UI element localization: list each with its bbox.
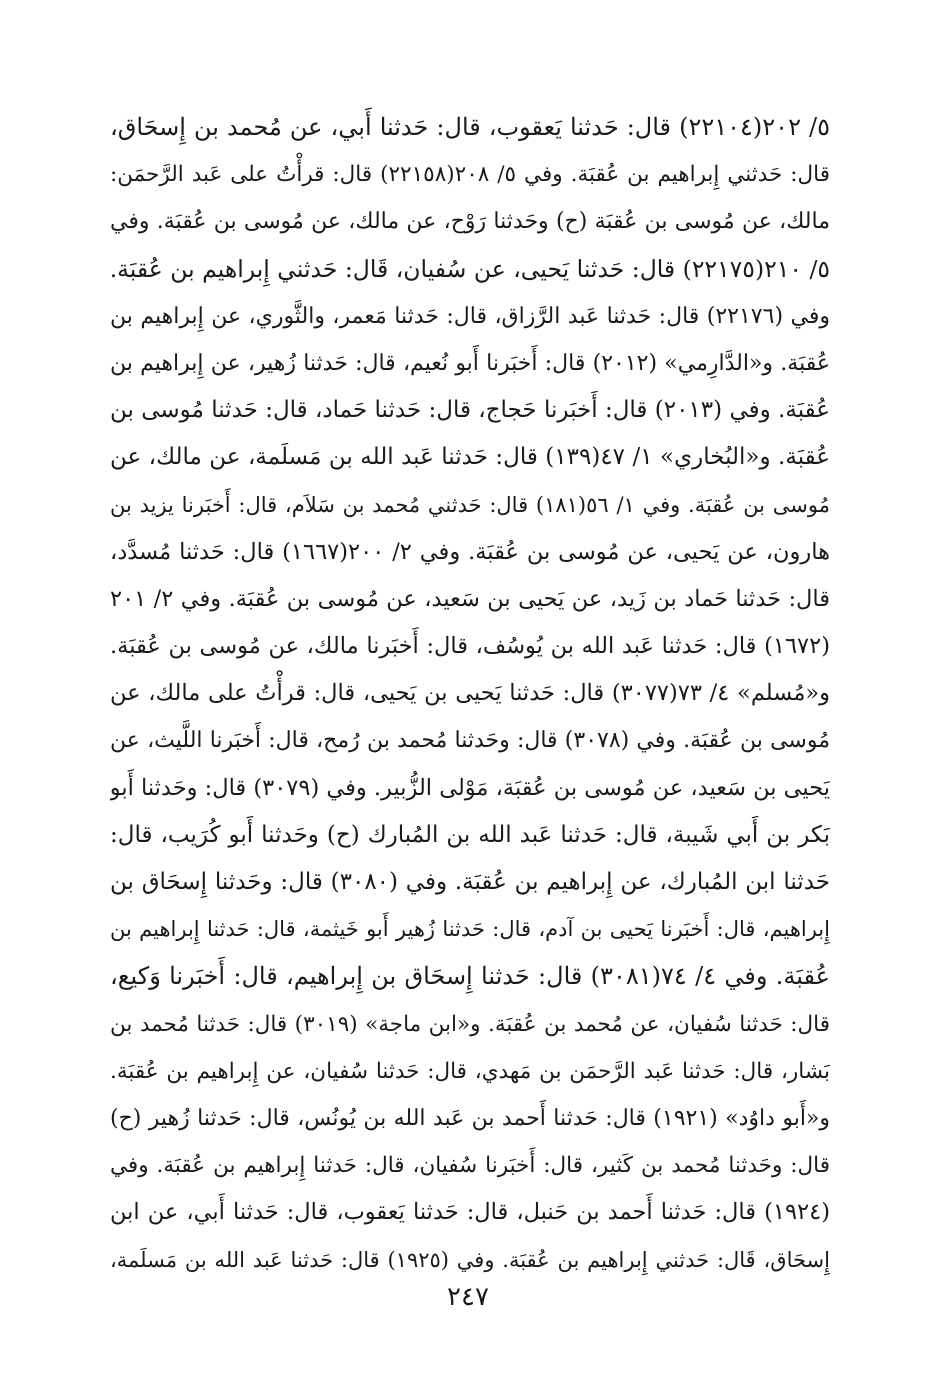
text-line: مُوسى بن عُقبَة. وفي ١/ ٥٦(١٨١) قال: حَدثني مُحمد بن سَلاَم، قال: أَخبَرنا يزيد بن xyxy=(110,492,830,517)
text-line: وفي (٢٢١٧٦) قال: حَدثنا عَبد الرَّزاق، قال: حَدثنا مَعمر، والثَّوري، عن إِبراهيم بن xyxy=(110,303,830,329)
text-line: قال: حَدثنا حَماد بن زَيد، عن يَحيى بن سَعيد، عن مُوسى بن عُقبَة. وفي ٢/ ٢٠١ xyxy=(110,585,830,612)
text-line: إِبراهيم، قال: أَخبَرنا يَحيى بن آدم، قال: حَدثنا زُهير أَبو خَيثمة، قال: حَدثنا إِبراهيم بن xyxy=(110,917,830,942)
text-line: قال: حَدثنا سُفيان، عن مُحمد بن عُقبَة. و«ابن ماجة» (٣٠١٩) قال: حَدثنا مُحمد بن xyxy=(110,1011,830,1037)
text-line: قال: وحَدثنا مُحمد بن كَثير، قال: أَخبَرنا سُفيان، قال: حَدثنا إِبراهيم بن عُقبَة. وفي xyxy=(110,1153,830,1179)
text-line: و«أَبو داوُد» (١٩٢١) قال: حَدثنا أَحمد بن عَبد الله بن يُونُس، قال: حَدثنا زُهير (ح) xyxy=(110,1105,830,1131)
text-line: ٥/ ٢١٠(٢٢١٧٥) قال: حَدثنا يَحيى، عن سُفيان، قَال: حَدثني إِبراهيم بن عُقبَة. xyxy=(110,254,830,283)
text-line: إِسحَاق، قَال: حَدثني إِبراهيم بن عُقبَة. وفي (١٩٢٥) قال: حَدثنا عَبد الله بن مَسلَمة، xyxy=(110,1247,830,1272)
text-line: عُقبَة. و«الدَّارِمي» (٢٠١٢) قال: أَخبَرنا أَبو نُعيم، قال: حَدثنا زُهير، عن إِبراهيم بن xyxy=(110,350,830,376)
text-line: هارون، عن يَحيى، عن مُوسى بن عُقبَة. وفي ٢/ ٢٠٠(١٦٦٧) قال: حَدثنا مُسدَّد، xyxy=(110,538,830,565)
page-number: ٢٤٧ xyxy=(447,1282,489,1312)
text-line: حَدثنا ابن المُبارك، عن إِبراهيم بن عُقبَة. وفي (٣٠٨٠) قال: وحَدثنا إِسحَاق بن xyxy=(110,869,830,895)
body-text xyxy=(110,104,830,1284)
text-line: مُوسى بن عُقبَة. وفي (٣٠٧٨) قال: وحَدثنا مُحمد بن رُمح، قال: أَخبَرنا اللَّيث، عن xyxy=(110,728,830,754)
text-line: بَكر بن أَبي شَيبة، قال: حَدثنا عَبد الله بن المُبارك (ح) وحَدثنا أَبو كُرَيب، قال: xyxy=(110,821,830,848)
text-line: و«مُسلم» ٤/ ٧٣(٣٠٧٧) قال: حَدثنا يَحيى بن يَحيى، قال: قرأْتُ على مالك، عن xyxy=(110,680,830,707)
text-line: عُقبَة. وفي ٤/ ٧٤(٣٠٨١) قال: حَدثنا إِسحَاق بن إِبراهيم، قال: أَخبَرنا وَكيع، xyxy=(110,962,830,991)
text-line: ٥/ ٢٠٢(٢٢١٠٤) قال: حَدثنا يَعقوب، قال: حَدثنا أَبي، عن مُحمد بن إِسحَاق، xyxy=(110,113,830,141)
text-line: عُقبَة. وفي (٢٠١٣) قال: أَخبَرنا حَجاج، قال: حَدثنا حَماد، قال: حَدثنا مُوسى بن xyxy=(110,397,830,424)
text-line: مالك، عن مُوسى بن عُقبَة (ح) وحَدثنا رَوْح، عن مالك، عن مُوسى بن عُقبَة. وفي xyxy=(110,209,830,235)
text-line: قال: حَدثني إِبراهيم بن عُقبَة. وفي ٥/ ٢٠٨(٢٢١٥٨) قال: قرأْتُ على عَبد الرَّحمَن: xyxy=(110,162,830,188)
text-line: يَحيى بن سَعيد، عن مُوسى بن عُقبَة، مَوْلى الزُّبير. وفي (٣٠٧٩) قال: وحَدثنا أَبو xyxy=(110,774,830,801)
text-line: (١٦٧٢) قال: حَدثنا عَبد الله بن يُوسُف، قال: أَخبَرنا مالك، عن مُوسى بن عُقبَة. xyxy=(110,633,830,660)
text-line: بَشار، قال: حَدثنا عَبد الرَّحمَن بن مَهدي، قال: حَدثنا سُفيان، عن إِبراهيم بن عُقبَة. xyxy=(110,1058,830,1084)
text-line: عُقبَة. و«البُخاري» ١/ ٤٧(١٣٩) قال: حَدثنا عَبد الله بن مَسلَمة، عن مالك، عن xyxy=(110,444,830,471)
text-line: (١٩٢٤) قال: حَدثنا أَحمد بن حَنبل، قال: حَدثنا يَعقوب، قال: حَدثنا أَبي، عن ابن xyxy=(110,1199,830,1226)
